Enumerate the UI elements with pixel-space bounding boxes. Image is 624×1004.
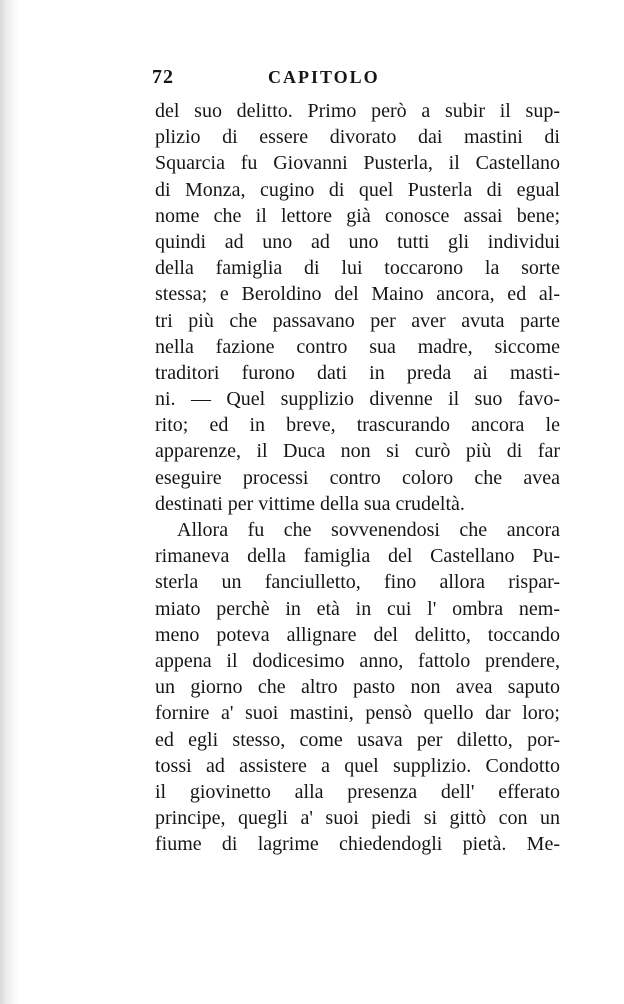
running-title: CAPITOLO bbox=[268, 67, 380, 87]
page-gutter-shadow bbox=[0, 0, 18, 1004]
text-line: plizio di essere divorato dai mastini di bbox=[155, 126, 560, 149]
text-line: fornire a' suoi mastini, pensò quello dar loro; bbox=[155, 702, 560, 725]
text-line: un giorno che altro pasto non avea saputo bbox=[155, 676, 560, 699]
text-line: nella fazione contro sua madre, siccome bbox=[155, 335, 560, 358]
text-line: il giovinetto alla presenza dell' efferato bbox=[155, 780, 560, 803]
text-line: tossi ad assistere a quel supplizio. Condotto bbox=[155, 754, 560, 777]
text-line: tri più che passavano per aver avuta parte bbox=[155, 309, 560, 332]
text-line: sterla un fanciulletto, fino allora rispar- bbox=[155, 571, 560, 594]
text-line: di Monza, cugino di quel Pusterla di egual bbox=[155, 178, 560, 201]
text-line: miato perchè in età in cui l' ombra nem- bbox=[155, 597, 560, 620]
text-line: nome che il lettore già conosce assai bene; bbox=[155, 204, 560, 227]
text-line: quindi ad uno ad uno tutti gli individui bbox=[155, 230, 560, 253]
page-number: 72 bbox=[152, 66, 174, 88]
text-line: eseguire processi contro coloro che avea bbox=[155, 466, 560, 489]
text-line: apparenze, il Duca non si curò più di far bbox=[155, 440, 560, 463]
text-line: appena il dodicesimo anno, fattolo prendere, bbox=[155, 649, 560, 672]
text-line: ed egli stesso, come usava per diletto, por- bbox=[155, 728, 560, 751]
text-line: principe, quegli a' suoi piedi si gittò con un bbox=[155, 807, 560, 830]
text-line: Allora fu che sovvenendosi che ancora bbox=[177, 519, 560, 541]
paragraph-2 bbox=[155, 517, 560, 857]
text-line: meno poteva allignare del delitto, toccando bbox=[155, 623, 560, 646]
page-header bbox=[152, 66, 562, 96]
text-line: destinati per vittime della sua crudeltà. bbox=[155, 492, 465, 515]
paragraph-1 bbox=[155, 98, 560, 517]
text-line: ni. — Quel supplizio divenne il suo favo- bbox=[155, 388, 560, 411]
text-line: Squarcia fu Giovanni Pusterla, il Castellano bbox=[155, 152, 560, 175]
body-text bbox=[155, 98, 560, 857]
text-line: stessa; e Beroldino del Maino ancora, ed al- bbox=[155, 283, 560, 306]
text-line: del suo delitto. Primo però a subir il sup- bbox=[155, 100, 560, 122]
text-line: fiume di lagrime chiedendogli pietà. Me- bbox=[155, 833, 560, 856]
text-line: rito; ed in breve, trascurando ancora le bbox=[155, 414, 560, 437]
text-line: traditori furono dati in preda ai masti- bbox=[155, 361, 560, 384]
text-line: della famiglia di lui toccarono la sorte bbox=[155, 257, 560, 280]
text-line: rimaneva della famiglia del Castellano Pu- bbox=[155, 545, 560, 568]
